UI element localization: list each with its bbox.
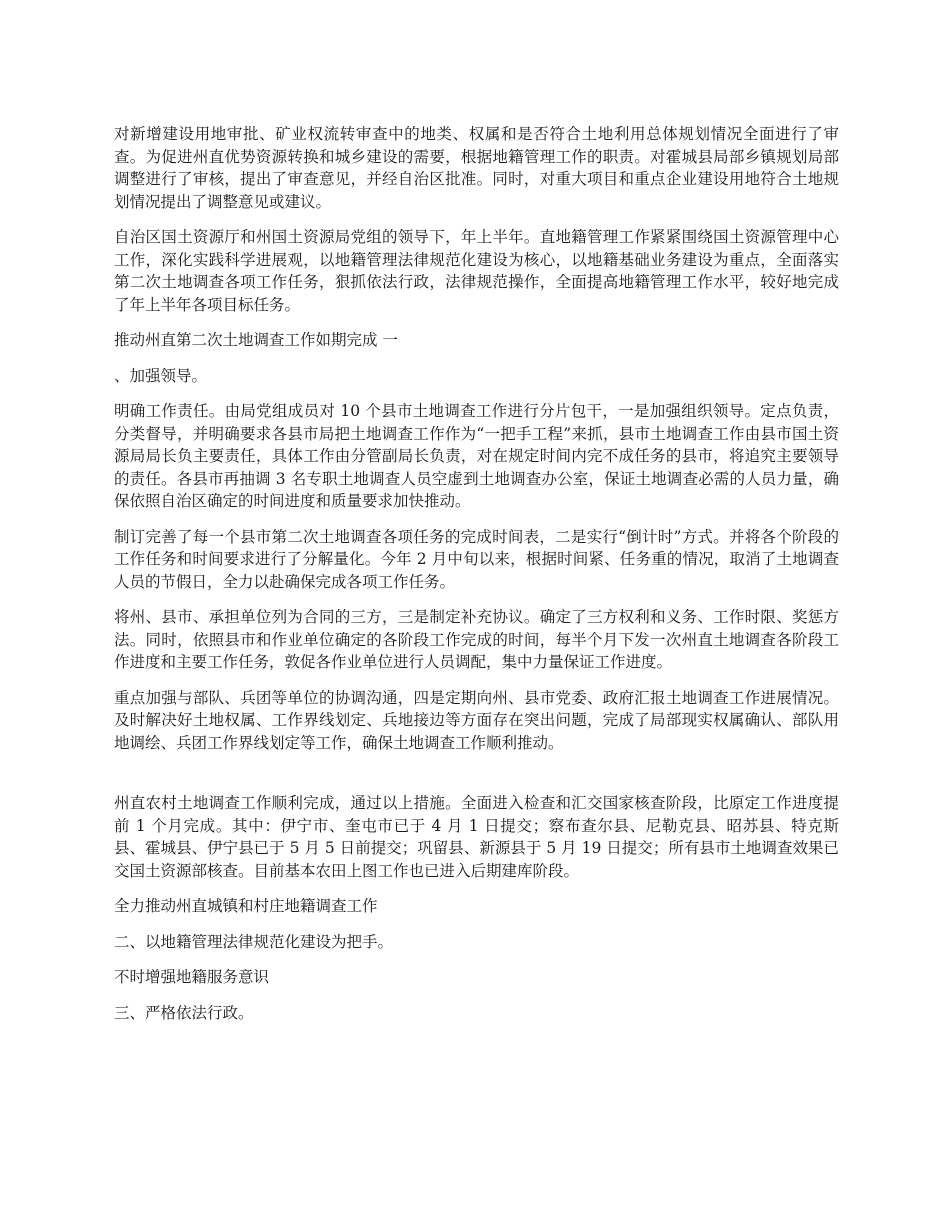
paragraph-half-year-summary: 自治区国土资源厅和州国土资源局党组的领导下，年上半年。直地籍管理工作紧紧围绕国土资源管理中心工作，深化实践科学进展观，以地籍管理法律规范化建设为核心，以地籍基础业务建设为重点，全面落实第二次土地调查各项工作任务，狠抓依法行政，法律规范操作，全面提高地籍管理工作水平，较好地完成了年上半年各项目标任务。: [114, 228, 839, 314]
heading-strict-law-enforcement: 三、严格依法行政。: [114, 1003, 254, 1022]
paragraph-supplementary-agreement: 将州、县市、承担单位列为合同的三方，三是制定补充协议。确定了三方权利和义务、工作时限、奖惩方法。同时，依照县市和作业单位确定的各阶段工作完成的时间，每半个月下发一次州直土地调查各阶段工作进度和主要工作任务，敦促各作业单位进行人员调配，集中力量保证工作进度。: [114, 608, 839, 671]
heading-second-land-survey: 推动州直第二次土地调查工作如期完成 一: [114, 331, 398, 349]
heading-strengthen-leadership: 、加强领导。: [114, 366, 208, 385]
heading-legal-standardization: 二、以地籍管理法律规范化建设为把手。: [114, 932, 394, 951]
paragraph-coordination: 重点加强与部队、兵团等单位的协调沟通，四是定期向州、县市党委、政府汇报土地调查工作进展情况。及时解决好土地权属、工作界线划定、兵地接边等方面存在突出问题，完成了局部现实权属确认、部队用地调绘、兵团工作界线划定等工作，确保土地调查工作顺利推动。: [114, 688, 839, 752]
paragraph-survey-completion: 州直农村土地调查工作顺利完成，通过以上措施。全面进入检查和汇交国家核查阶段，比原定工作进度提前 1 个月完成。其中：伊宁市、奎屯市已于 4 月 1 日提交；察布查尔县、尼勒克县、昭苏县、特克斯县、霍城县、伊宁县已于 5 月 5 日前提交；巩留县、新源县于 5 月 19 日提交；所有县市土地调查效果已交国土资源部核查。目前基本农田上图工作也已进入后期建库阶段。: [114, 794, 839, 880]
paragraph-responsibility: 明确工作责任。由局党组成员对 10 个县市土地调查工作进行分片包干，一是加强组织领导。定点负责，分类督导，并明确要求各县市局把土地调查工作作为“一把手工程”来抓，县市土地调查工作由县市国土资源局局长负主要责任，具体工作由分管副局长负责，对在规定时间内完不成任务的县市，将追究主要领导的责任。各县市再抽调 3 名专职土地调查人员空虚到土地调查办公室，保证土地调查必需的人员力量，确保依照自治区确定的时间进度和质量要求加快推动。: [114, 402, 839, 510]
heading-urban-cadastral-survey: 全力推动州直城镇和村庄地籍调查工作: [114, 897, 378, 915]
heading-service-awareness: 不时增强地籍服务意识: [114, 968, 270, 986]
document-body: [114, 123, 839, 1037]
paragraph-land-approval-review: 对新增建设用地审批、矿业权流转审查中的地类、权属和是否符合土地利用总体规划情况全面进行了审查。为促进州直优势资源转换和城乡建设的需要，根据地籍管理工作的职责。对霍城县局部乡镇规划局部调整进行了审核，提出了审查意见，并经自治区批准。同时，对重大项目和重点企业建设用地符合土地规划情况提出了调整意见或建议。: [114, 125, 839, 211]
paragraph-countdown: 制订完善了每一个县市第二次土地调查各项任务的完成时间表，二是实行“倒计时”方式。并将各个阶段的工作任务和时间要求进行了分解量化。今年 2 月中旬以来，根据时间紧、任务重的情况，取消了土地调查人员的节假日，全力以赴确保完成各项工作任务。: [114, 527, 839, 591]
